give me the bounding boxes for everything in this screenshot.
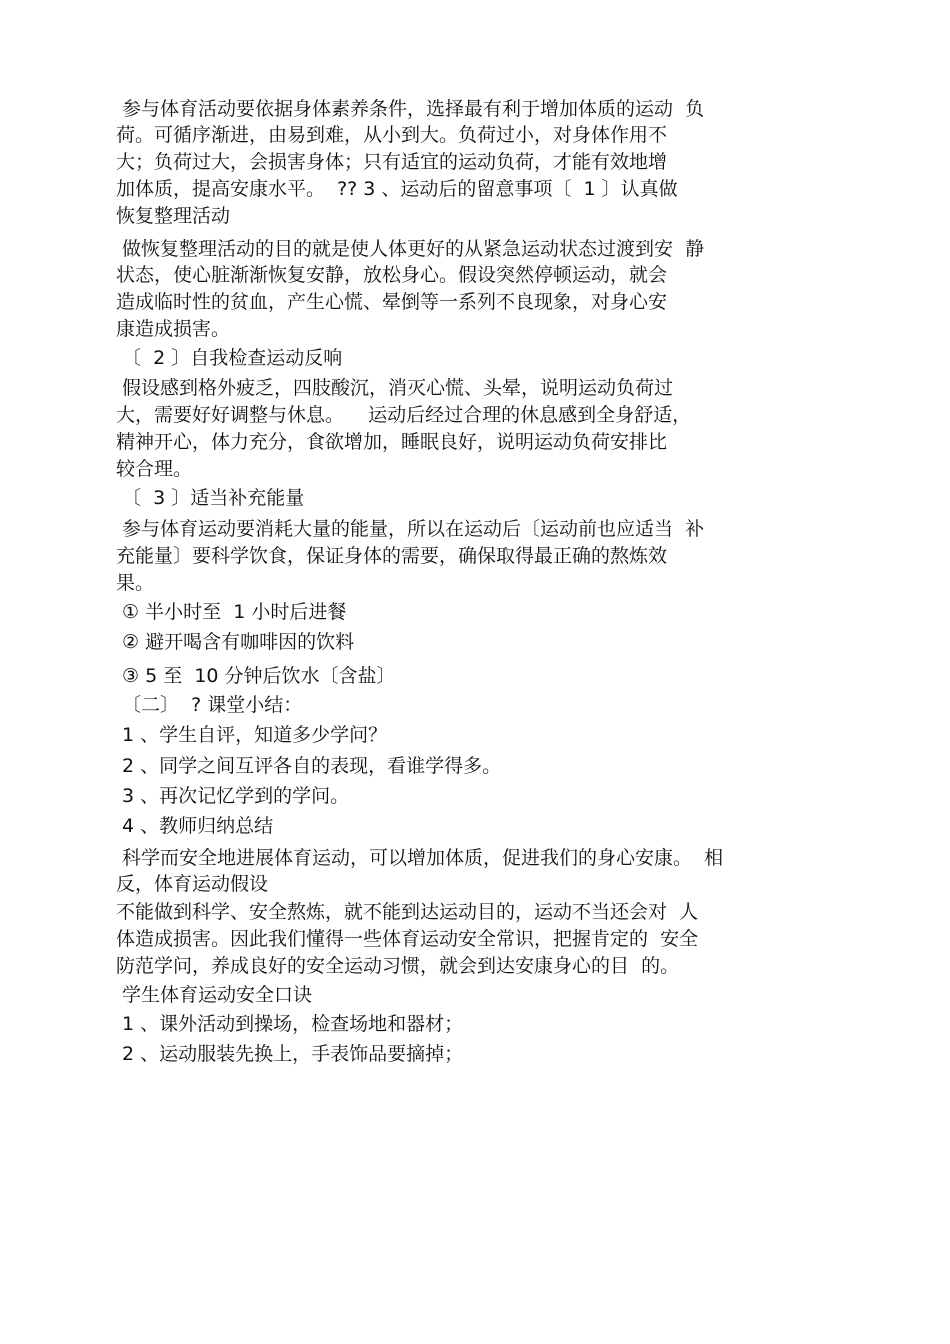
text-line: 造成临时性的贫血，产生心慌、晕倒等一系列不良现象，对身心安 bbox=[116, 291, 668, 313]
list-item: ② 避开喝含有咖啡因的饮料 bbox=[116, 631, 355, 653]
text-line: 反，体育运动假设 bbox=[116, 873, 269, 895]
section-heading: 学生体育运动安全口诀 bbox=[116, 984, 313, 1006]
text-line: 参与体育活动要依据身体素养条件，选择最有利于增加体质的运动 负 bbox=[116, 98, 705, 120]
text-line: 不能做到科学、安全熬炼，就不能到达运动目的，运动不当还会对 人 bbox=[116, 901, 699, 923]
text-line: 加体质，提高安康水平。 ?? 3 、运动后的留意事项〔 1 〕认真做 bbox=[116, 178, 678, 200]
text-line: 做恢复整理活动的目的就是使人体更好的从紧急运动状态过渡到安 静 bbox=[116, 238, 705, 260]
text-line: 康造成损害。 bbox=[116, 318, 231, 340]
text-line: 防范学问，养成良好的安全运动习惯，就会到达安康身心的目 的。 bbox=[116, 955, 680, 977]
text-line: 较合理。 bbox=[116, 458, 193, 480]
list-item: ① 半小时至 1 小时后进餐 bbox=[116, 601, 347, 623]
list-item: 4 、教师归纳总结 bbox=[116, 815, 274, 837]
text-line: 参与体育运动要消耗大量的能量，所以在运动后〔运动前也应适当 补 bbox=[116, 518, 705, 540]
text-line: 体造成损害。因此我们懂得一些体育运动安全常识，把握肯定的 安全 bbox=[116, 928, 699, 950]
text-line: 大；负荷过大，会损害身体；只有适宜的运动负荷，才能有效地增 bbox=[116, 151, 668, 173]
list-item: 1 、学生自评，知道多少学问？ bbox=[116, 724, 388, 746]
text-line: 科学而安全地进展体育运动，可以增加体质，促进我们的身心安康。 相 bbox=[116, 847, 724, 869]
list-item: 3 、再次记忆学到的学问。 bbox=[116, 785, 350, 807]
text-line: 假设感到格外疲乏，四肢酸沉，消灭心慌、头晕，说明运动负荷过 bbox=[116, 377, 674, 399]
section-heading: 〔 2 〕自我检查运动反响 bbox=[116, 347, 343, 369]
text-line: 状态，使心脏渐渐恢复安静，放松身心。假设突然停顿运动，就会 bbox=[116, 264, 668, 286]
list-item: 2 、运动服装先换上，手表饰品要摘掉； bbox=[116, 1043, 464, 1065]
list-item: ③ 5 至 10 分钟后饮水〔含盐〕 bbox=[116, 665, 396, 687]
text-line: 大，需要好好调整与休息。 运动后经过合理的休息感到全身舒适， bbox=[116, 404, 692, 426]
list-item: 2 、同学之间互评各自的表现，看谁学得多。 bbox=[116, 755, 502, 777]
text-line: 恢复整理活动 bbox=[116, 205, 231, 227]
list-item: 1 、课外活动到操场，检查场地和器材； bbox=[116, 1013, 464, 1035]
section-heading: 〔 3 〕适当补充能量 bbox=[116, 487, 305, 509]
text-line: 荷。可循序渐进，由易到难，从小到大。负荷过小，对身体作用不 bbox=[116, 124, 668, 146]
section-heading: 〔二〕 ? 课堂小结： bbox=[116, 694, 303, 716]
text-line: 精神开心，体力充分，食欲增加，睡眠良好，说明运动负荷安排比 bbox=[116, 431, 668, 453]
text-line: 果。 bbox=[116, 572, 155, 594]
text-line: 充能量〕要科学饮食，保证身体的需要，确保取得最正确的熬炼效 bbox=[116, 545, 668, 567]
